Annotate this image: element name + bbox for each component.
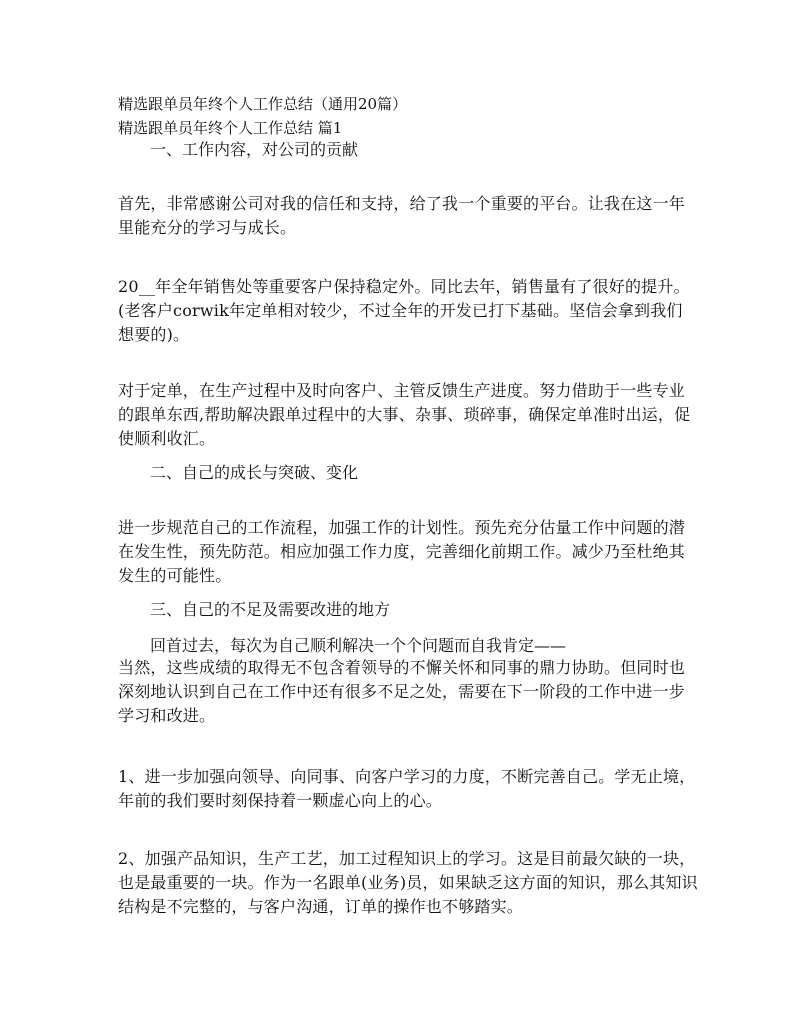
paragraph-thanks: 首先，非常感谢公司对我的信任和支持，给了我一个重要的平台。让我在这一年里能充分的学习与成长。 (118, 194, 686, 237)
section-heading-1: 一、工作内容，对公司的贡献 (150, 140, 359, 159)
paragraph-sales: 20__年全年销售处等重要客户保持稳定外。同比去年，销售量有了很好的提升。(老客户corwik年定单相对较少，不过全年的开发已打下基础。坚信会拿到我们想要的)。 (118, 277, 690, 344)
document-subtitle: 精选跟单员年终个人工作总结 篇1 (118, 119, 343, 137)
paragraph-reflection-intro: 回首过去，每次为自己顺利解决一个个问题而自我肯定—— (150, 636, 567, 655)
paragraph-growth: 进一步规范自己的工作流程，加强工作的计划性。预先充分估量工作中问题的潜在发生性，预先防范。相应加强工作力度，完善细化前期工作。减少乃至杜绝其发生的可能性。 (118, 518, 686, 585)
section-heading-2: 二、自己的成长与突破、变化 (150, 463, 359, 482)
document-title: 精选跟单员年终个人工作总结（通用20篇） (118, 95, 408, 113)
section-heading-3: 三、自己的不足及需要改进的地方 (150, 600, 391, 619)
paragraph-point-1: 1、进一步加强向领导、向同事、向客户学习的力度，不断完善自己。学无止境，年前的我们要时刻保持着一颗虚心向上的心。 (118, 767, 696, 810)
paragraph-orders: 对于定单，在生产过程中及时向客户、主管反馈生产进度。努力借助于一些专业的跟单东西,帮助解决跟单过程中的大事、杂事、琐碎事，确保定单准时出运，促使顺利收汇。 (118, 381, 691, 448)
paragraph-reflection: 当然，这些成绩的取得无不包含着领导的不懈关怀和同事的鼎力协助。但同时也深刻地认识到自己在工作中还有很多不足之处，需要在下一阶段的工作中进一步学习和改进。 (118, 658, 686, 725)
paragraph-point-2: 2、加强产品知识，生产工艺，加工过程知识上的学习。这是目前最欠缺的一块，也是最重要的一块。作为一名跟单(业务)员，如果缺乏这方面的知识，那么其知识结构是不完整的，与客户沟通，订单的操作也不够踏实。 (118, 849, 698, 916)
